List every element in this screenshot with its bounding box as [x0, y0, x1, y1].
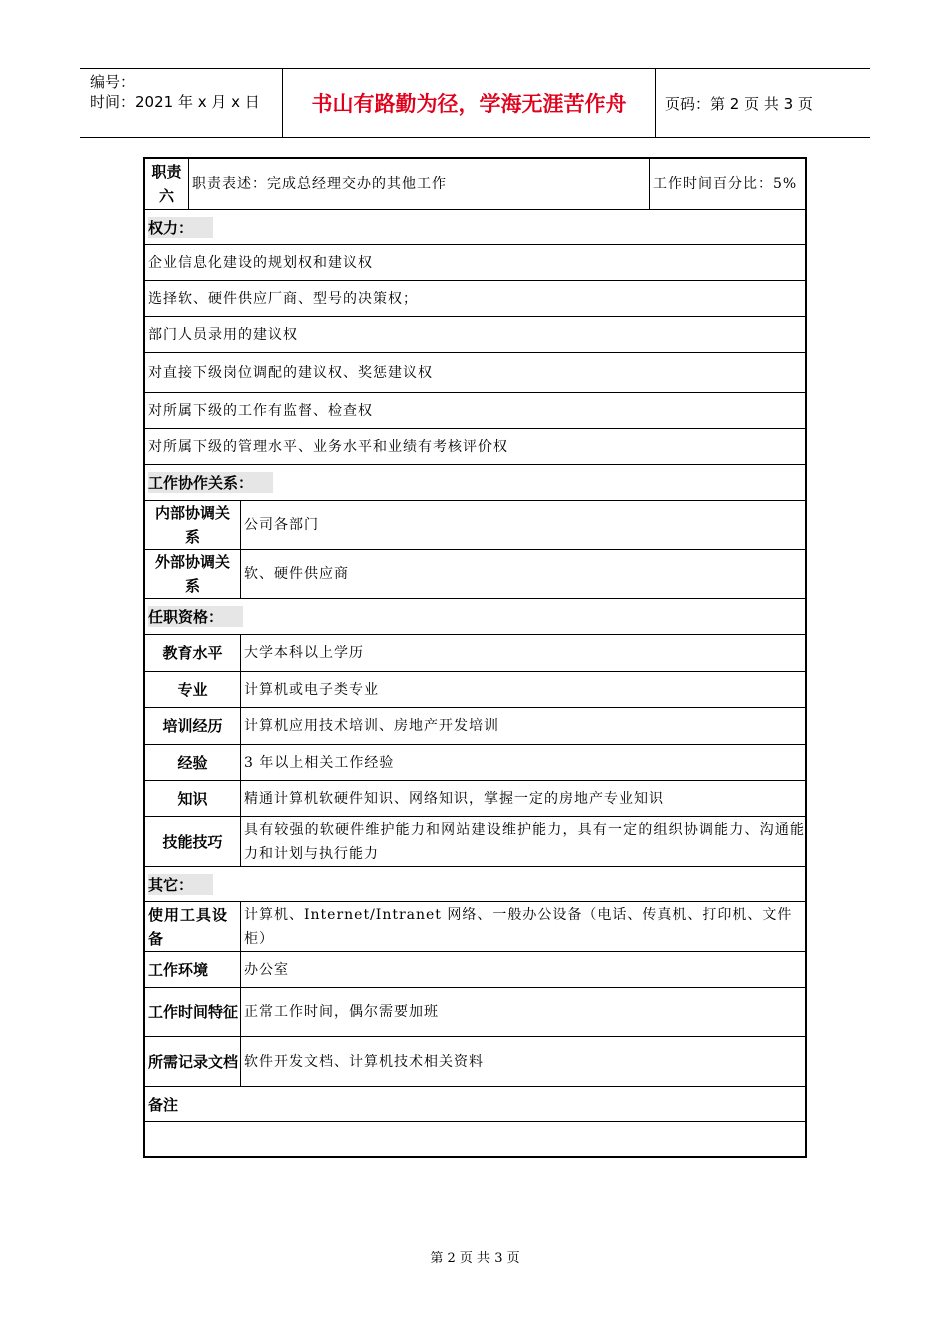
header-motto: 书山有路勤为径，学海无涯苦作舟 [311, 92, 627, 116]
list-item [145, 281, 805, 317]
section-heading-row [145, 1087, 805, 1122]
remarks-heading: 备注 [148, 1095, 179, 1114]
remarks-content [145, 1122, 805, 1156]
other-value: 软件开发文档、计算机技术相关资料 [244, 1053, 484, 1070]
list-item [145, 353, 805, 393]
other-value: 正常工作时间，偶尔需要加班 [244, 1004, 439, 1020]
header-meta [80, 69, 282, 137]
qualification-label: 技能技巧 [162, 832, 223, 851]
section-heading-row [145, 465, 805, 501]
section-heading-row [145, 867, 805, 902]
qualification-label: 培训经历 [162, 717, 223, 735]
page-header [80, 68, 870, 138]
authority-item: 企业信息化建设的规划权和建议权 [148, 254, 373, 271]
table-row [145, 817, 805, 867]
doc-code-label: 编号： [90, 73, 136, 91]
list-item [145, 317, 805, 353]
qualification-label: 经验 [177, 753, 208, 772]
other-heading: 其它： [145, 867, 805, 901]
qualification-label: 专业 [177, 680, 208, 699]
doc-time-label: 时间：2021 年 x 月 x 日 [90, 93, 260, 111]
cooperation-value: 公司各部门 [244, 517, 319, 533]
qualification-label: 知识 [177, 789, 208, 808]
authority-item: 选择软、硬件供应厂商、型号的决策权； [148, 290, 418, 307]
remarks-row [145, 1122, 805, 1156]
header-page-info: 页码：第 2 页 共 3 页 [665, 95, 813, 113]
authority-item: 对所属下级的管理水平、业务水平和业绩有考核评价权 [148, 438, 508, 455]
qualification-value: 计算机应用技术培训、房地产开发培训 [244, 718, 499, 734]
table-row [145, 902, 805, 952]
table-row [145, 708, 805, 745]
qualification-value: 具有较强的软硬件维护能力和网站建设维护能力，具有一定的组织协调能力、沟通能力和计划与执行能力 [244, 821, 805, 862]
section-heading-row [145, 599, 805, 635]
section-heading-row [145, 210, 805, 245]
other-value: 办公室 [244, 961, 289, 978]
authority-item: 对直接下级岗位调配的建议权、奖惩建议权 [148, 364, 433, 381]
qualification-value: 精通计算机软硬件知识、网络知识，掌握一定的房地产专业知识 [244, 790, 664, 807]
authority-item: 部门人员录用的建议权 [148, 326, 298, 343]
cooperation-value: 软、硬件供应商 [244, 566, 349, 582]
table-row [145, 635, 805, 672]
table-row [145, 501, 805, 550]
duty-description: 职责表述：完成总经理交办的其他工作 [192, 176, 447, 192]
duty-time-percent: 工作时间百分比：5% [653, 176, 798, 192]
other-label: 使用工具设备 [148, 905, 229, 948]
authority-item: 对所属下级的工作有监督、检查权 [148, 402, 373, 419]
other-label: 所需记录文档 [148, 1052, 239, 1071]
table-row [145, 988, 805, 1037]
qualification-value: 大学本科以上学历 [244, 645, 364, 661]
table-row [145, 952, 805, 988]
other-label: 工作环境 [148, 960, 209, 979]
duty-row [145, 159, 805, 210]
qualification-value: 3 年以上相关工作经验 [244, 754, 395, 771]
table-row [145, 672, 805, 708]
page-footer: 第 2 页 共 3 页 [430, 1251, 520, 1266]
duty-label: 职责六 [151, 163, 182, 205]
other-label: 工作时间特征 [148, 1003, 239, 1021]
header-divider [655, 69, 656, 137]
qualification-heading: 任职资格： [145, 599, 805, 634]
cooperation-label: 内部协调关系 [154, 504, 230, 546]
table-row [145, 745, 805, 781]
cooperation-heading: 工作协作关系： [145, 465, 805, 500]
qualification-value: 计算机或电子类专业 [244, 681, 379, 698]
table-row [145, 781, 805, 817]
qualification-label: 教育水平 [162, 644, 223, 662]
table-row [145, 1037, 805, 1087]
list-item [145, 393, 805, 429]
list-item [145, 245, 805, 281]
list-item [145, 429, 805, 465]
cooperation-label: 外部协调关系 [154, 553, 230, 595]
authority-heading: 权力： [145, 210, 805, 244]
table-row [145, 550, 805, 599]
other-value: 计算机、Internet/Intranet 网络、一般办公设备（电话、传真机、打印机、文件柜） [244, 906, 793, 947]
job-description-table [143, 157, 807, 1158]
